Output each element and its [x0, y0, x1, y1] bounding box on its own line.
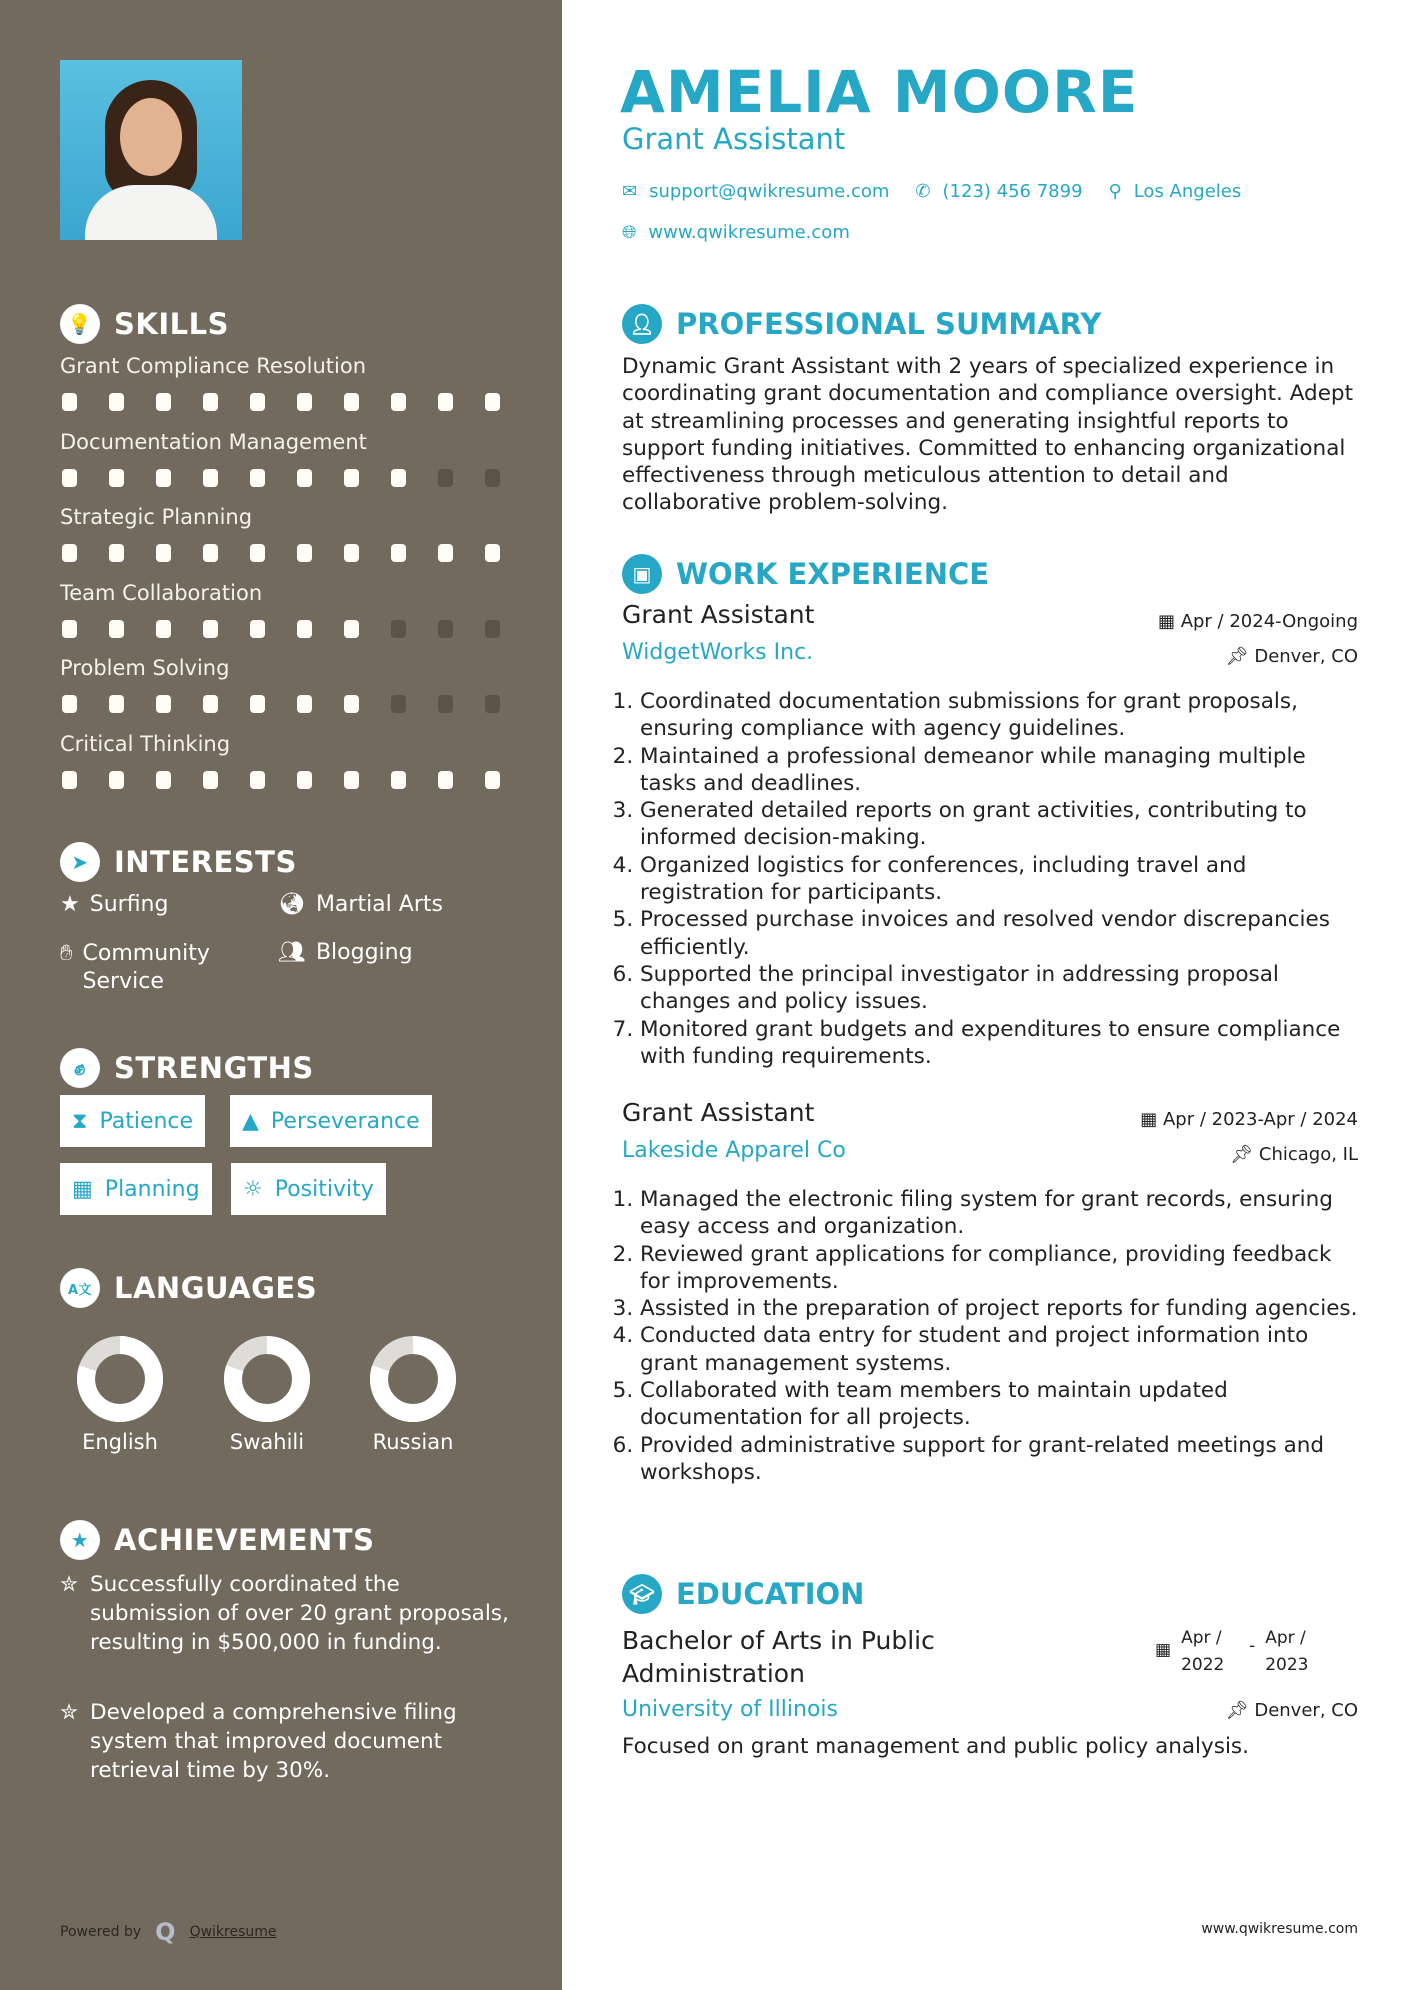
- skill-level-dot: [391, 695, 406, 713]
- job-bullet: 1. Managed the electronic filing system for grant records, ensuring easy access and organization.: [640, 1186, 1365, 1241]
- skill-level-dot: [156, 771, 171, 789]
- skill-level-dot: [250, 393, 265, 411]
- sidebar: [0, 0, 562, 1990]
- skill-level-dot: [62, 469, 77, 487]
- skill-label: Team Collaboration: [60, 580, 263, 605]
- skill-label: Strategic Planning: [60, 505, 253, 529]
- skill-level-dot: [438, 771, 453, 789]
- skill-level-dot: [485, 771, 500, 789]
- calendar-icon: ▦: [72, 1176, 93, 1202]
- skill-level-dot: [109, 544, 124, 562]
- interest-item: [60, 940, 270, 996]
- profile-photo: [60, 60, 242, 240]
- calendar-icon: ▦: [1157, 611, 1181, 632]
- qwikresume-link[interactable]: Qwikresume: [189, 1924, 277, 1940]
- strength-label: Positivity: [274, 1176, 374, 1202]
- skill-level-dot: [203, 544, 218, 562]
- skills-heading: [60, 304, 229, 344]
- pin-icon: 📌︎: [1225, 1700, 1255, 1721]
- job-bullet: 4. Conducted data entry for student and project information into grant management systems.: [640, 1322, 1365, 1377]
- language-label: Swahili: [229, 1430, 305, 1454]
- skill-level-dot: [62, 695, 77, 713]
- job-location: [1226, 646, 1358, 667]
- company-name: WidgetWorks Inc.: [622, 640, 814, 665]
- email-link[interactable]: support@qwikresume.com: [649, 181, 890, 202]
- skill-level-dot: [250, 771, 265, 789]
- skill-level-dot: [438, 393, 453, 411]
- skill-level-dot: [485, 544, 500, 562]
- education-dates: [1155, 1625, 1315, 1679]
- job-dates: [1158, 611, 1358, 632]
- qwikresume-logo-icon: Q: [155, 1918, 176, 1946]
- achievements-heading: [60, 1520, 374, 1560]
- interest-label: Martial Arts: [315, 892, 443, 917]
- strength-chip: [60, 1163, 212, 1215]
- skill-level-dot: [62, 393, 77, 411]
- skill-level-dot: [297, 695, 312, 713]
- summary-title: PROFESSIONAL SUMMARY: [676, 307, 1102, 341]
- interest-label: Community Service: [82, 941, 210, 994]
- job-bullet: 6. Supported the principal investigator in addressing proposal changes and policy issues.: [640, 961, 1365, 1016]
- achievements-title: ACHIEVEMENTS: [114, 1523, 375, 1557]
- lightbulb-icon: 💡: [60, 304, 100, 344]
- globe-icon: 🌐︎: [622, 222, 637, 243]
- skill-level-dot: [344, 393, 359, 411]
- strength-chip: [230, 1095, 432, 1147]
- skill-level-dot: [485, 695, 500, 713]
- phone-text: (123) 456 7899: [942, 181, 1083, 202]
- summary-heading: [622, 304, 1101, 344]
- pin-icon: 📌︎: [1225, 646, 1255, 667]
- skill-level-dot: [344, 469, 359, 487]
- strengths-heading: [60, 1048, 314, 1088]
- languages-title: LANGUAGES: [114, 1271, 318, 1305]
- job-bullet: 5. Collaborated with team members to maintain updated documentation for all projects.: [640, 1377, 1365, 1432]
- user-icon: 👤︎: [622, 304, 662, 344]
- skill-level-dot: [156, 469, 171, 487]
- skill-level-dot: [391, 771, 406, 789]
- language-donut: [370, 1336, 456, 1422]
- education-start: Apr / 2022: [1181, 1628, 1225, 1675]
- skill-level-dot: [109, 771, 124, 789]
- interest-label: Surfing: [89, 892, 169, 917]
- sun-icon: ☼: [243, 1176, 263, 1202]
- skill-level-dot: [62, 771, 77, 789]
- envelope-icon: ✉: [622, 181, 638, 202]
- skill-label: Documentation Management: [60, 429, 367, 454]
- interests-title: INTERESTS: [114, 845, 297, 879]
- skill-level-dot: [109, 620, 124, 638]
- skill-level-dot: [391, 620, 406, 638]
- company-name: Lakeside Apparel Co: [622, 1138, 846, 1163]
- job-bullet: 4. Organized logistics for conferences, including travel and registration for participants.: [640, 852, 1365, 907]
- job-bullet: 3. Assisted in the preparation of project reports for funding agencies.: [640, 1295, 1365, 1322]
- education-title: EDUCATION: [676, 1577, 865, 1611]
- skill-level-dot: [485, 469, 500, 487]
- briefcase-icon: ▣: [622, 554, 662, 594]
- education-location: [1226, 1700, 1358, 1721]
- job-bullet: 7. Monitored grant budgets and expenditures to ensure compliance with funding requirements.: [640, 1016, 1365, 1071]
- star-icon: ✮: [60, 1572, 79, 1597]
- skill-label: Problem Solving: [60, 656, 230, 680]
- skill-level-dot: [203, 695, 218, 713]
- star-icon: ✮: [60, 1700, 79, 1725]
- job-title: Grant Assistant: [622, 1098, 815, 1127]
- skill-level-dot: [297, 469, 312, 487]
- job-dates: [1140, 1109, 1358, 1130]
- achievement-text: Successfully coordinated the submission of over 20 grant proposals, resulting in $500,000 in funding.: [90, 1572, 509, 1655]
- skill-level-dot: [62, 620, 77, 638]
- strength-chip: [60, 1095, 205, 1147]
- skill-level-dot: [250, 469, 265, 487]
- map-marker-icon: ⚲: [1108, 181, 1122, 202]
- language-donut: [224, 1336, 310, 1422]
- calendar-icon: ▦: [1155, 1640, 1172, 1660]
- interest-label: Blogging: [315, 940, 413, 965]
- education-location-text: Denver, CO: [1254, 1700, 1358, 1721]
- skill-level-dot: [156, 620, 171, 638]
- skill-level-dot: [203, 393, 218, 411]
- hand-icon: ✋︎: [60, 941, 73, 966]
- contact-row: [622, 181, 1241, 202]
- strength-label: Planning: [104, 1176, 200, 1202]
- skill-level-dot: [391, 544, 406, 562]
- skill-level-dot: [297, 393, 312, 411]
- work-title: WORK EXPERIENCE: [676, 557, 990, 591]
- skills-title: SKILLS: [114, 307, 229, 341]
- job-bullet: 1. Coordinated documentation submissions for grant proposals, ensuring compliance with agency guidelines.: [640, 688, 1365, 743]
- skill-level-dot: [156, 393, 171, 411]
- skill-level-dot: [391, 393, 406, 411]
- skill-level-dot: [438, 695, 453, 713]
- skill-level-dot: [438, 620, 453, 638]
- job-location: [1230, 1144, 1358, 1165]
- job-title: Grant Assistant: [622, 600, 815, 629]
- strengths-title: STRENGTHS: [114, 1051, 314, 1085]
- skill-level-dot: [344, 544, 359, 562]
- languages-heading: [60, 1268, 317, 1308]
- skill-level-meter: [62, 771, 532, 789]
- date-separator: -: [1249, 1636, 1256, 1656]
- strength-chip: [231, 1163, 386, 1215]
- skill-level-meter: [62, 469, 532, 487]
- translate-icon: A文: [60, 1268, 100, 1308]
- language-label: Russian: [372, 1430, 454, 1454]
- skill-level-dot: [297, 771, 312, 789]
- job-bullet: 5. Processed purchase invoices and resolved vendor discrepancies efficiently.: [640, 906, 1365, 961]
- powered-by-label: Powered by: [60, 1924, 142, 1940]
- skill-level-dot: [344, 620, 359, 638]
- skill-level-dot: [109, 469, 124, 487]
- interests-heading: [60, 842, 297, 882]
- interest-item: [60, 892, 270, 917]
- skill-level-dot: [297, 620, 312, 638]
- job-bullets: [620, 1186, 1365, 1486]
- road-icon: ▲: [242, 1108, 259, 1134]
- skill-level-dot: [297, 544, 312, 562]
- skill-level-meter: [62, 620, 532, 638]
- star-icon: ★: [60, 892, 80, 917]
- skill-level-dot: [156, 695, 171, 713]
- work-heading: [622, 554, 989, 594]
- skill-level-dot: [344, 771, 359, 789]
- skill-level-dot: [109, 695, 124, 713]
- job-location-text: Chicago, IL: [1258, 1144, 1358, 1165]
- phone-icon: ✆: [915, 181, 931, 202]
- calendar-icon: ▦: [1140, 1109, 1163, 1130]
- skill-level-meter: [62, 393, 532, 411]
- job-bullet: 2. Maintained a professional demeanor while managing multiple tasks and deadlines.: [640, 743, 1365, 798]
- job-bullet: 3. Generated detailed reports on grant activities, contributing to informed decision-making.: [640, 797, 1365, 852]
- location-text: Los Angeles: [1133, 181, 1242, 202]
- achievement-item: [60, 1698, 510, 1785]
- skill-level-dot: [250, 544, 265, 562]
- interest-item: [278, 892, 488, 917]
- job-dates-text: Apr / 2024-Ongoing: [1180, 611, 1358, 632]
- powered-by: [60, 1918, 277, 1946]
- education-end: Apr / 2023: [1265, 1628, 1309, 1675]
- skill-label: Grant Compliance Resolution: [60, 354, 367, 378]
- skill-level-dot: [203, 620, 218, 638]
- job-location-text: Denver, CO: [1254, 646, 1358, 667]
- job-bullets: [620, 688, 1365, 1070]
- skill-level-dot: [391, 469, 406, 487]
- language-donut: [77, 1336, 163, 1422]
- candidate-name: AMELIA MOORE: [620, 58, 1139, 126]
- skill-level-dot: [438, 544, 453, 562]
- pin-icon: 📌︎: [1230, 1144, 1259, 1165]
- skill-level-dot: [485, 393, 500, 411]
- skill-level-dot: [250, 695, 265, 713]
- job-dates-text: Apr / 2023-Apr / 2024: [1162, 1109, 1358, 1130]
- language-label: English: [82, 1430, 158, 1454]
- paper-plane-icon: ➤: [60, 842, 100, 882]
- skill-label: Critical Thinking: [60, 731, 231, 756]
- summary-text: Dynamic Grant Assistant with 2 years of specialized experience in coordinating grant documentation and compliance oversight. Adept at streamlining processes and generating insightful reports to support funding initiatives. Committed to enhancing organizational effectiveness through meticulous attention to detail and collaborative problem-solving.: [622, 354, 1353, 516]
- strength-label: Patience: [99, 1108, 194, 1134]
- education-heading: [622, 1574, 864, 1614]
- education-description: Focused on grant management and public policy analysis.: [622, 1734, 1249, 1759]
- website-link[interactable]: www.qwikresume.com: [648, 222, 850, 243]
- skill-level-dot: [62, 544, 77, 562]
- skill-level-dot: [203, 771, 218, 789]
- interest-item: [278, 940, 488, 965]
- globe-icon: 🌏︎: [278, 892, 306, 917]
- skill-level-dot: [250, 620, 265, 638]
- skill-level-dot: [438, 469, 453, 487]
- skill-level-dot: [203, 469, 218, 487]
- candidate-title: Grant Assistant: [622, 122, 846, 156]
- skill-level-dot: [485, 620, 500, 638]
- job-bullet: 6. Provided administrative support for grant-related meetings and workshops.: [640, 1432, 1365, 1487]
- graduation-cap-icon: 🎓︎: [622, 1574, 662, 1614]
- skill-level-meter: [62, 544, 532, 562]
- website-row: [622, 222, 850, 243]
- footer-website: www.qwikresume.com: [1201, 1921, 1358, 1937]
- skill-level-meter: [62, 695, 532, 713]
- skill-level-dot: [344, 695, 359, 713]
- hourglass-icon: ⧗: [72, 1108, 88, 1134]
- fist-icon: ✊︎: [60, 1048, 100, 1088]
- school: University of Illinois: [622, 1697, 838, 1722]
- strength-label: Perseverance: [270, 1108, 420, 1134]
- skill-level-dot: [156, 544, 171, 562]
- degree: Bachelor of Arts in Public Administration: [622, 1626, 935, 1688]
- achievement-text: Developed a comprehensive filing system that improved document retrieval time by 30%.: [90, 1700, 457, 1783]
- trophy-star-icon: ★: [60, 1520, 100, 1560]
- achievement-item: [60, 1570, 510, 1657]
- users-icon: 👥︎: [278, 940, 306, 965]
- skill-level-dot: [109, 393, 124, 411]
- job-bullet: 2. Reviewed grant applications for compliance, providing feedback for improvements.: [640, 1241, 1365, 1296]
